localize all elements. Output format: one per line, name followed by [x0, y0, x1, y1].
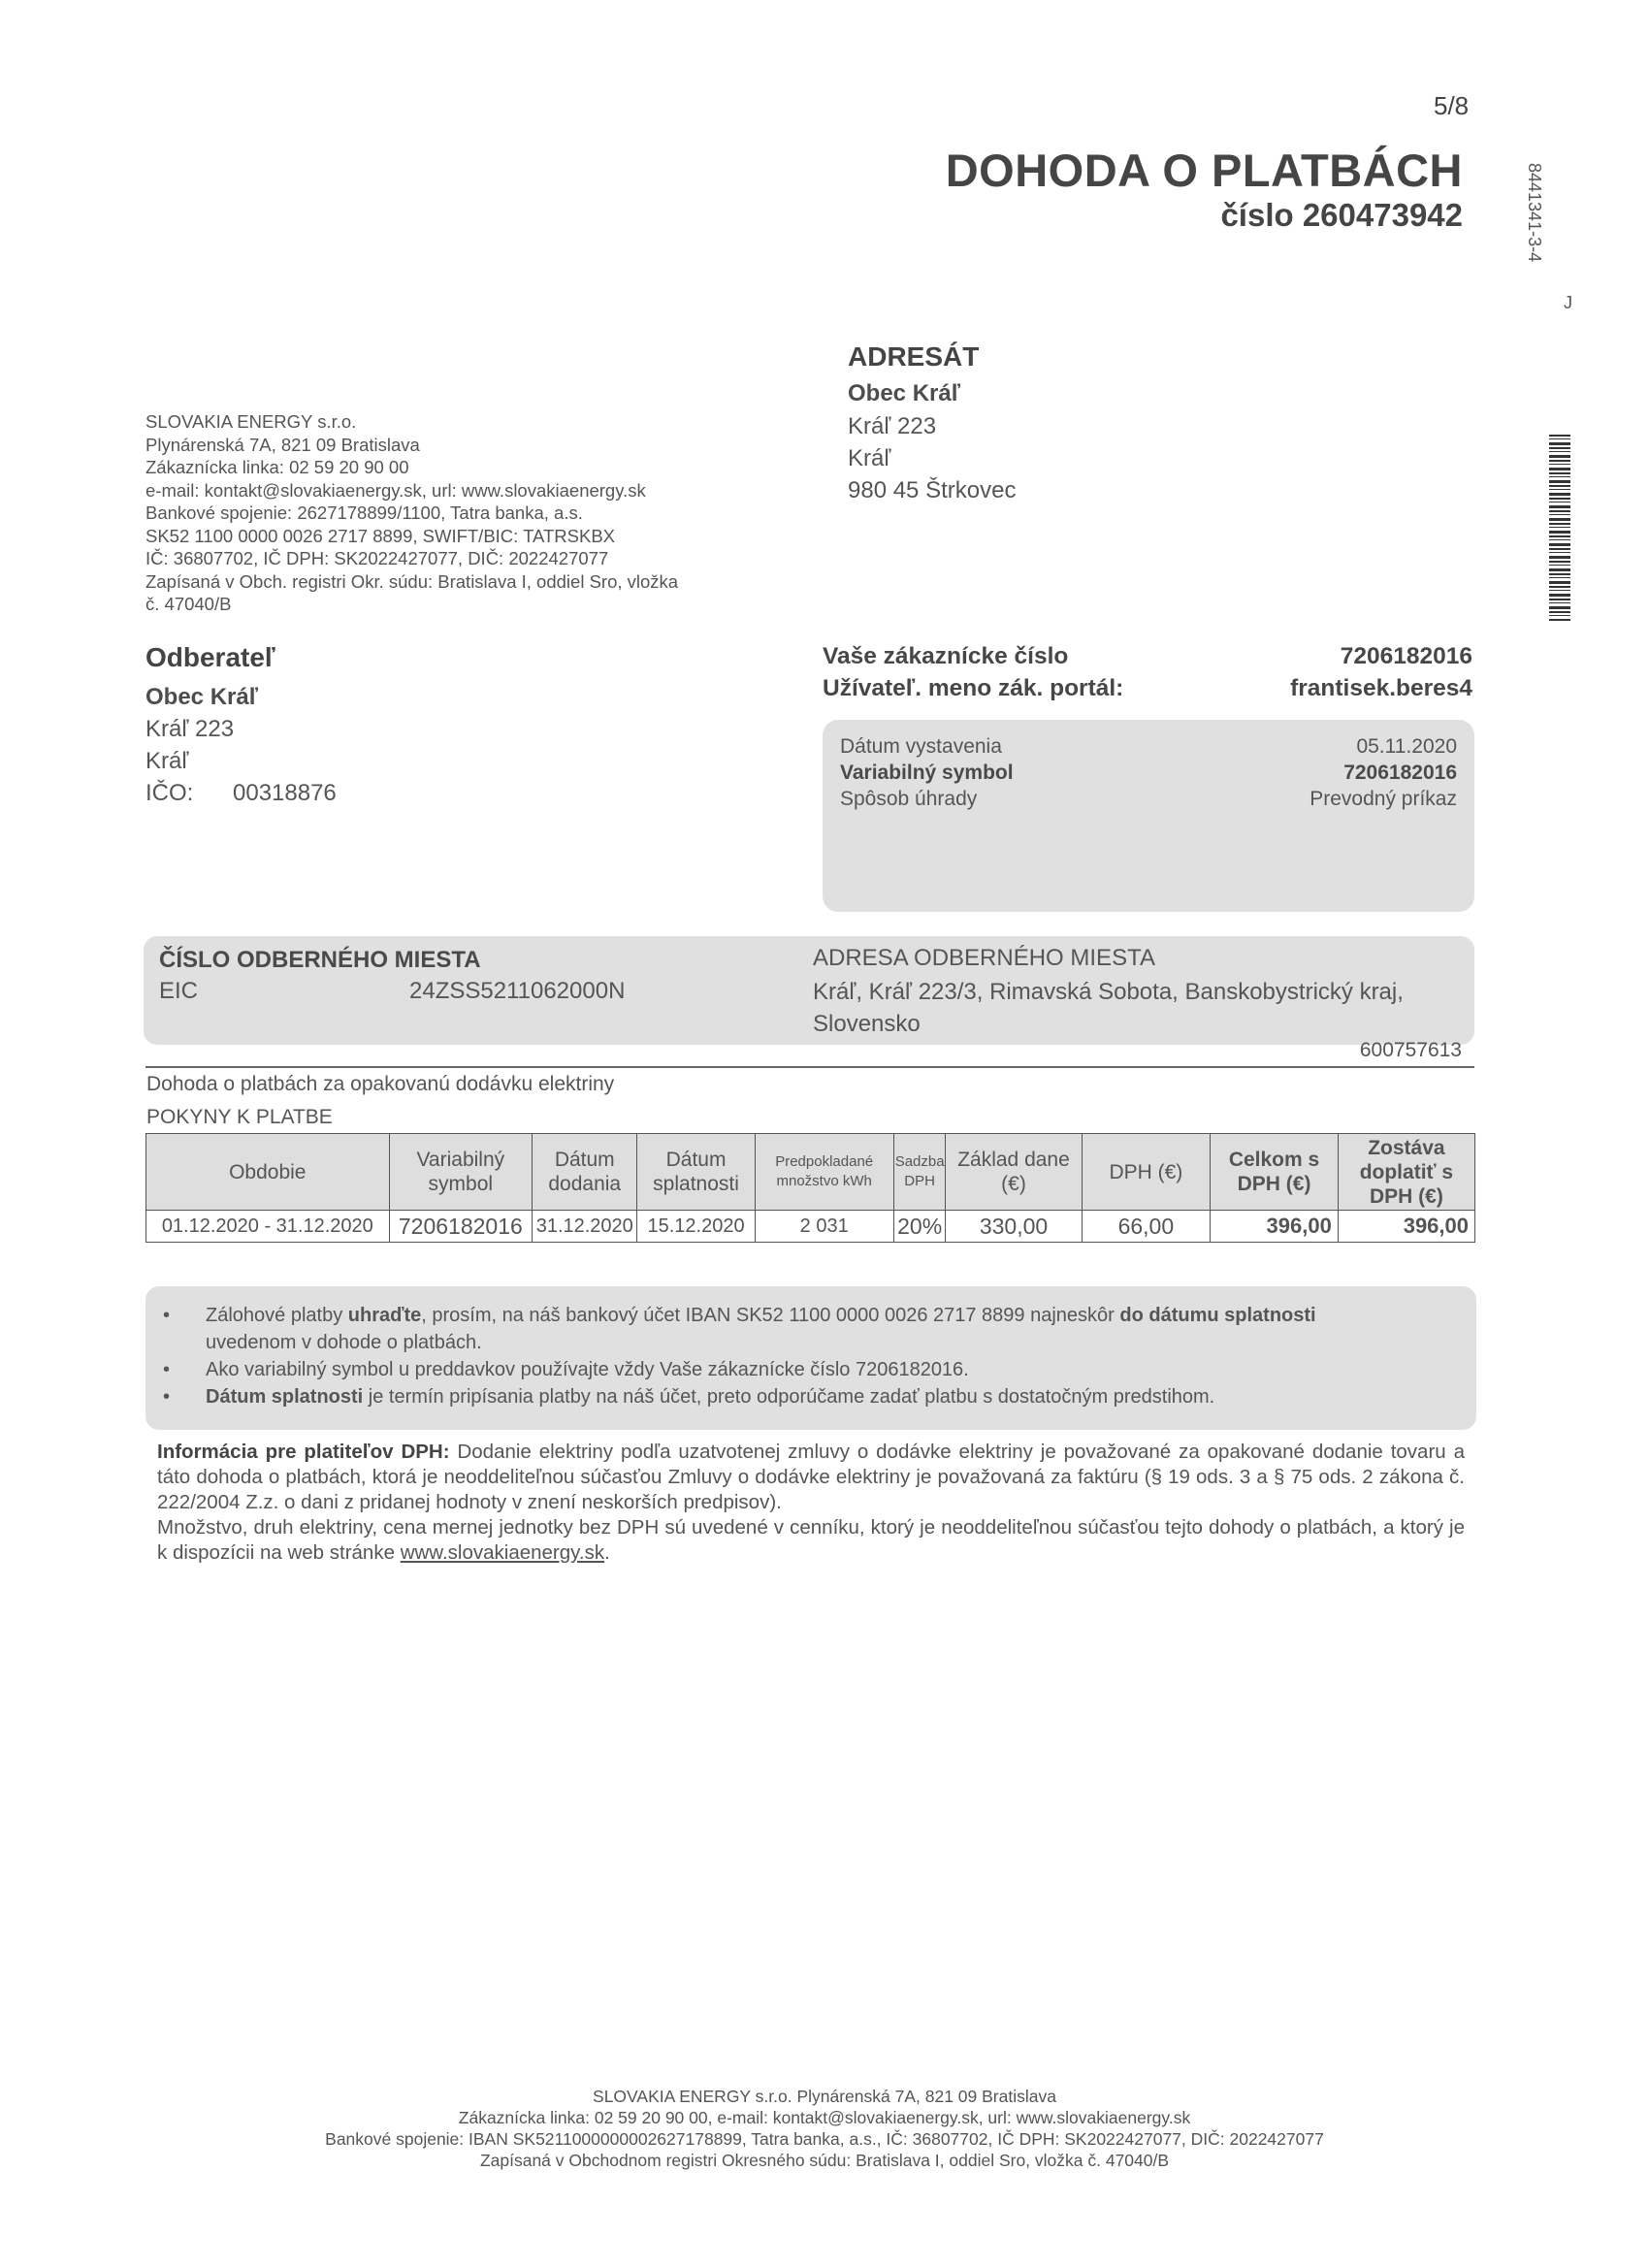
note-item: • Dátum splatnosti je termín pripísania platby na náš účet, preto odporúčame zadať platbu s dostatočným predstihom.: [163, 1386, 1215, 1408]
table-header: Sadzba DPH: [893, 1134, 946, 1211]
addressee-line: Kráľ 223: [848, 413, 937, 439]
side-mark: J: [1564, 293, 1572, 312]
portal-value: frantisek.beres4: [1290, 675, 1472, 701]
eic-value: 24ZSS5211062000N: [409, 978, 626, 1004]
invoice-info-box: [823, 720, 1474, 912]
supply-point-number: 600757613: [1359, 1039, 1462, 1061]
table-cell: 20%: [893, 1211, 946, 1243]
portal-label: Užívateľ. meno zák. portál:: [823, 675, 1124, 701]
eic-label: EIC: [159, 978, 199, 1004]
sender-line: IČ: 36807702, IČ DPH: SK2022427077, DIČ: 2022427077: [146, 548, 609, 568]
table-header: Dátum dodania: [533, 1134, 637, 1211]
table-cell: 2 031: [755, 1211, 893, 1243]
sender-line: e-mail: kontakt@slovakiaenergy.sk, url: www.slovakiaenergy.sk: [146, 479, 646, 501]
table-cell: 01.12.2020 - 31.12.2020: [146, 1211, 390, 1243]
footer: [0, 2086, 1649, 2171]
supply-address: Kráľ, Kráľ 223/3, Rimavská Sobota, Banskobystrický kraj, Slovensko: [813, 979, 1404, 1037]
table-header: DPH (€): [1082, 1134, 1211, 1211]
variable-symbol-value: 7206182016: [1343, 761, 1457, 784]
table-header: Dátum splatnosti: [637, 1134, 755, 1211]
table-cell: 15.12.2020: [637, 1211, 755, 1243]
customer-ico: [146, 777, 337, 809]
table-header: Obdobie: [146, 1134, 390, 1211]
addressee-name: Obec Kráľ: [848, 380, 960, 406]
customer-line: Kráľ 223: [146, 716, 235, 742]
sender-line: Bankové spojenie: 2627178899/1100, Tatra banka, a.s.: [146, 502, 583, 523]
sender-line: Zapísaná v Obch. registri Okr. súdu: Bratislava I, oddiel Sro, vložka: [146, 570, 679, 592]
customer-block: [146, 642, 337, 809]
ico-value: 00318876: [233, 780, 337, 806]
footer-line: Bankové spojenie: IBAN SK5211000000002627178899, Tatra banka, a.s., IČ: 36807702, IČ DPH: SK2022427077, DIČ: 2022427077: [325, 2129, 1324, 2149]
table-cell: 396,00: [1338, 1211, 1474, 1243]
footer-line: Zapísaná v Obchodnom registri Okresného súdu: Bratislava I, oddiel Sro, vložka č. 47040/B: [479, 2151, 1170, 2170]
supply-point-heading: ČÍSLO ODBERNÉHO MIESTA: [159, 947, 481, 973]
sender-line: Plynárenská 7A, 821 09 Bratislava: [146, 434, 420, 455]
barcode: [1549, 435, 1570, 621]
table-row: [146, 1211, 1475, 1243]
side-code: 8441341-3-4: [1525, 163, 1544, 263]
document-number: číslo 260473942: [1220, 197, 1463, 233]
instructions-heading: POKYNY K PLATBE: [146, 1106, 333, 1128]
table-cell: 7206182016: [389, 1211, 532, 1243]
addressee-heading: ADRESÁT: [848, 341, 980, 372]
table-cell: 396,00: [1211, 1211, 1339, 1243]
issue-date-label: Dátum vystavenia: [840, 735, 1002, 758]
divider: [146, 1066, 1474, 1068]
supply-address-heading: ADRESA ODBERNÉHO MIESTA: [813, 945, 1155, 971]
addressee-line: 980 45 Štrkovec: [848, 477, 1017, 503]
note-item: • Zálohové platby uhraďte, prosím, na náš bankový účet IBAN SK52 1100 0000 0026 2717 8899 najneskôr do dátumu splatnosti: [163, 1305, 1316, 1326]
issue-date-value: 05.11.2020: [1356, 735, 1457, 758]
footer-line: SLOVAKIA ENERGY s.r.o. Plynárenská 7A, 821 09 Bratislava: [593, 2087, 1056, 2106]
customer-line: Kráľ: [146, 748, 189, 774]
addressee-line: Kráľ: [848, 445, 891, 471]
ico-label: IČO:: [146, 780, 194, 806]
page-number: 5/8: [1434, 91, 1470, 120]
addressee-block: [848, 341, 1016, 506]
table-header: Variabilný symbol: [389, 1134, 532, 1211]
document-title: DOHODA O PLATBÁCH: [945, 145, 1463, 196]
sender-line: SLOVAKIA ENERGY s.r.o.: [146, 411, 357, 432]
table-header-row: [146, 1134, 1475, 1211]
customer-number-label: Vaše zákaznícke číslo: [823, 643, 1069, 669]
agreement-text: Dohoda o platbách za opakovanú dodávku elektriny: [146, 1073, 615, 1095]
table-header: Celkom s DPH (€): [1211, 1134, 1339, 1211]
website-link[interactable]: www.slovakiaenergy.sk: [400, 1541, 605, 1564]
sender-line: č. 47040/B: [146, 594, 232, 614]
payment-method-label: Spôsob úhrady: [840, 788, 978, 810]
customer-number-value: 7206182016: [1340, 643, 1472, 669]
vat-heading: Informácia pre platiteľov DPH:: [157, 1441, 450, 1463]
vat-info: Informácia pre platiteľov DPH: Dodanie elektriny podľa uzatvotenej zmluvy o dodávke elektriny je považované za opakované dodanie tovaru a táto dohoda o platbách, ktorá je neoddeliteľnou súčasťou Zmluvy o dodávke elektriny je považovaná za faktúru (§ 19 ods. 3 a § 75 ods. 2 zákona č. 222/2004 Z.z. o dani z pridanej hodnoty v znení neskorších predpisov). Množstvo, druh elektriny, cena mernej jednotky bez DPH sú uvedené v cenníku, ktorý je neoddeliteľnou súčasťou tejto dohody o platbách, a ktorý je k dispozícii na web stránke www.slovakiaenergy.sk.: [157, 1441, 1465, 1564]
customer-info: [823, 640, 1472, 704]
footer-line: Zákaznícka linka: 02 59 20 90 00, e-mail: kontakt@slovakiaenergy.sk, url: www.slovakiaenergy.sk: [458, 2108, 1191, 2127]
payment-table: [146, 1133, 1475, 1243]
customer-heading: Odberateľ: [146, 642, 275, 672]
payment-method-value: Prevodný príkaz: [1310, 788, 1457, 810]
sender-block: [146, 410, 678, 616]
table-cell: 330,00: [946, 1211, 1082, 1243]
note-item: uvedenom v dohode o platbách.: [206, 1332, 482, 1353]
note-item: • Ako variabilný symbol u preddavkov používajte vždy Vaše zákaznícke číslo 7206182016.: [163, 1359, 969, 1380]
table-header: Zostáva doplatiť s DPH (€): [1338, 1134, 1474, 1211]
table-header: Základ dane (€): [946, 1134, 1082, 1211]
table-cell: 31.12.2020: [533, 1211, 637, 1243]
table-cell: 66,00: [1082, 1211, 1211, 1243]
sender-line: SK52 1100 0000 0026 2717 8899, SWIFT/BIC: TATRSKBX: [146, 525, 616, 546]
table-header: Predpokladané množstvo kWh: [755, 1134, 893, 1211]
payment-notes: [146, 1286, 1476, 1430]
sender-line: Zákaznícka linka: 02 59 20 90 00: [146, 457, 409, 477]
customer-name: Obec Kráľ: [146, 684, 258, 710]
variable-symbol-label: Variabilný symbol: [840, 761, 1014, 784]
